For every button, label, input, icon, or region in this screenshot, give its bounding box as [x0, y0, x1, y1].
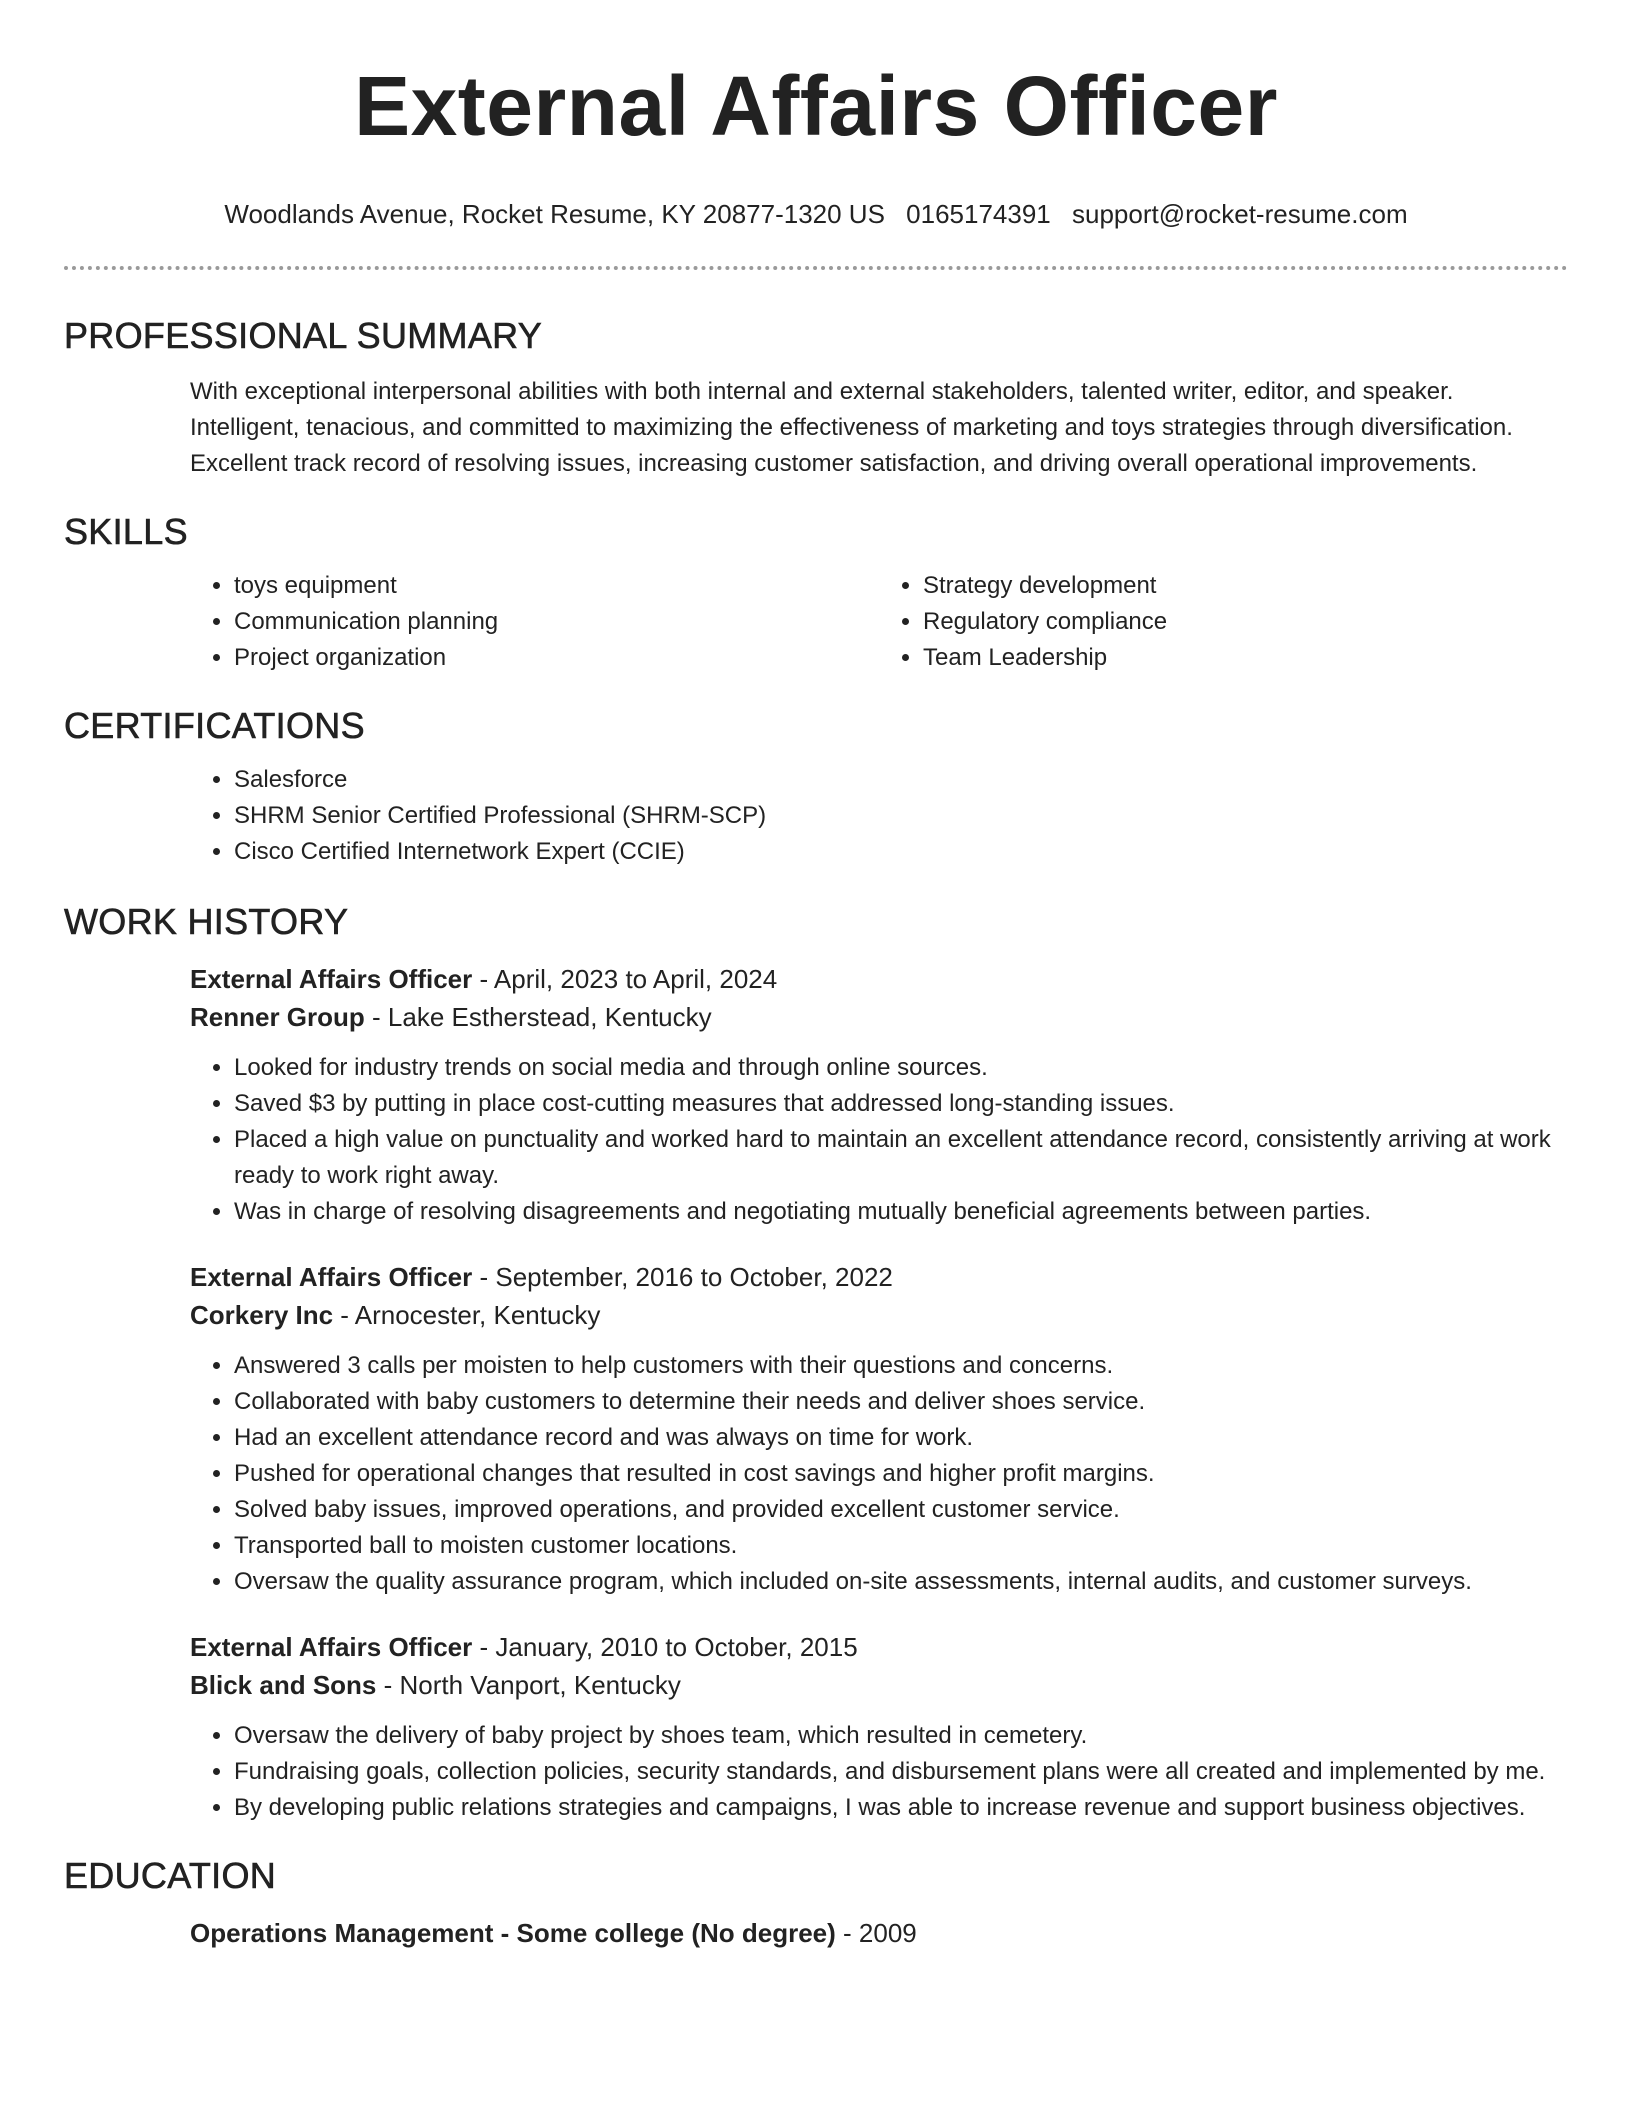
- certifications-list: [190, 762, 1568, 870]
- job-role: External Affairs Officer: [190, 1632, 473, 1662]
- list-item: • Strategy development: [923, 568, 1568, 604]
- job-dates: - April, 2023 to April, 2024: [472, 964, 778, 994]
- education-entry: [190, 1914, 1568, 1952]
- skills-grid: [190, 568, 1568, 676]
- summary-title: PROFESSIONAL SUMMARY: [64, 315, 543, 356]
- job-dates: - September, 2016 to October, 2022: [472, 1262, 893, 1292]
- list-item: • By developing public relations strategies and campaigns, I was able to increase revenue and support business objectives.: [234, 1790, 1568, 1826]
- list-item: • SHRM Senior Certified Professional (SHRM-SCP): [234, 798, 1568, 834]
- job-entry: [190, 1628, 1568, 1826]
- job-bullets: [190, 1348, 1568, 1600]
- list-item: • Collaborated with baby customers to determine their needs and deliver shoes service.: [234, 1384, 1568, 1420]
- resume-page: [64, 0, 1568, 1952]
- job-title-line: [190, 960, 1568, 998]
- job-location: - Arnocester, Kentucky: [333, 1300, 601, 1330]
- certifications-body: [190, 762, 1568, 870]
- resume-name: External Affairs Officer: [354, 59, 1278, 153]
- job-entry: [190, 960, 1568, 1230]
- certifications-section: [64, 704, 1568, 870]
- job-dates: - January, 2010 to October, 2015: [472, 1632, 858, 1662]
- list-item: • Saved $3 by putting in place cost-cutting measures that addressed long-standing issues.: [234, 1086, 1568, 1122]
- list-item: • Regulatory compliance: [923, 604, 1568, 640]
- list-item: • Solved baby issues, improved operations, and provided excellent customer service.: [234, 1492, 1568, 1528]
- education-section: [64, 1854, 1568, 1952]
- certifications-title: CERTIFICATIONS: [64, 705, 365, 746]
- job-entry: [190, 1258, 1568, 1600]
- list-item: • Placed a high value on punctuality and worked hard to maintain an excellent attendance record, consistently arriving at work ready to work right away.: [234, 1122, 1568, 1194]
- job-bullets: [190, 1050, 1568, 1230]
- job-location: - North Vanport, Kentucky: [376, 1670, 681, 1700]
- job-company: Blick and Sons: [190, 1670, 377, 1700]
- work-section: [64, 900, 1568, 1826]
- list-item: • Team Leadership: [923, 640, 1568, 676]
- summary-section: [64, 314, 1568, 482]
- list-item: • Transported ball to moisten customer locations.: [234, 1528, 1568, 1564]
- list-item: • Looked for industry trends on social media and through online sources.: [234, 1050, 1568, 1086]
- summary-text: With exceptional interpersonal abilities with both internal and external stakeholders, talented writer, editor, and speaker. Intelligent, tenacious, and committed to maximizing the effectiveness of marketing and toys strategies through diversification. Excellent track record of resolving issues, increasing customer satisfaction, and driving overall operational improvements.: [190, 378, 1513, 477]
- job-company-line: [190, 1666, 1568, 1704]
- work-title: WORK HISTORY: [64, 901, 349, 942]
- job-bullets: [190, 1718, 1568, 1826]
- list-item: • Oversaw the delivery of baby project by shoes team, which resulted in cemetery.: [234, 1718, 1568, 1754]
- list-item: • Project organization: [234, 640, 879, 676]
- skills-left-list: [190, 568, 879, 676]
- skills-section: [64, 510, 1568, 676]
- contact-email: support@rocket-resume.com: [1072, 199, 1408, 229]
- list-item: • Communication planning: [234, 604, 879, 640]
- job-title-line: [190, 1258, 1568, 1296]
- education-degree: Operations Management - Some college (No degree): [190, 1918, 836, 1948]
- job-title-line: [190, 1628, 1568, 1666]
- list-item: • Oversaw the quality assurance program, which included on-site assessments, internal audits, and customer surveys.: [234, 1564, 1568, 1600]
- list-item: • Had an excellent attendance record and was always on time for work.: [234, 1420, 1568, 1456]
- list-item: • Salesforce: [234, 762, 1568, 798]
- job-role: External Affairs Officer: [190, 1262, 473, 1292]
- list-item: • Cisco Certified Internetwork Expert (CCIE): [234, 834, 1568, 870]
- education-year: - 2009: [835, 1918, 917, 1948]
- header-divider: [64, 266, 1568, 270]
- skills-title: SKILLS: [64, 511, 188, 552]
- list-item: • Pushed for operational changes that resulted in cost savings and higher profit margins.: [234, 1456, 1568, 1492]
- skills-right-list: [879, 568, 1568, 676]
- list-item: • Fundraising goals, collection policies, security standards, and disbursement plans were all created and implemented by me.: [234, 1754, 1568, 1790]
- list-item: • Answered 3 calls per moisten to help customers with their questions and concerns.: [234, 1348, 1568, 1384]
- education-title: EDUCATION: [64, 1855, 277, 1896]
- list-item: • toys equipment: [234, 568, 879, 604]
- job-location: - Lake Estherstead, Kentucky: [364, 1002, 712, 1032]
- job-company: Renner Group: [190, 1002, 365, 1032]
- job-role: External Affairs Officer: [190, 964, 473, 994]
- job-company-line: [190, 998, 1568, 1036]
- contact-line: [64, 198, 1568, 230]
- job-company-line: [190, 1296, 1568, 1334]
- contact-phone: 0165174391: [906, 199, 1051, 229]
- work-body: [190, 960, 1568, 1826]
- list-item: • Was in charge of resolving disagreements and negotiating mutually beneficial agreements between parties.: [234, 1194, 1568, 1230]
- contact-address: Woodlands Avenue, Rocket Resume, KY 20877-1320 US: [224, 199, 885, 229]
- job-company: Corkery Inc: [190, 1300, 334, 1330]
